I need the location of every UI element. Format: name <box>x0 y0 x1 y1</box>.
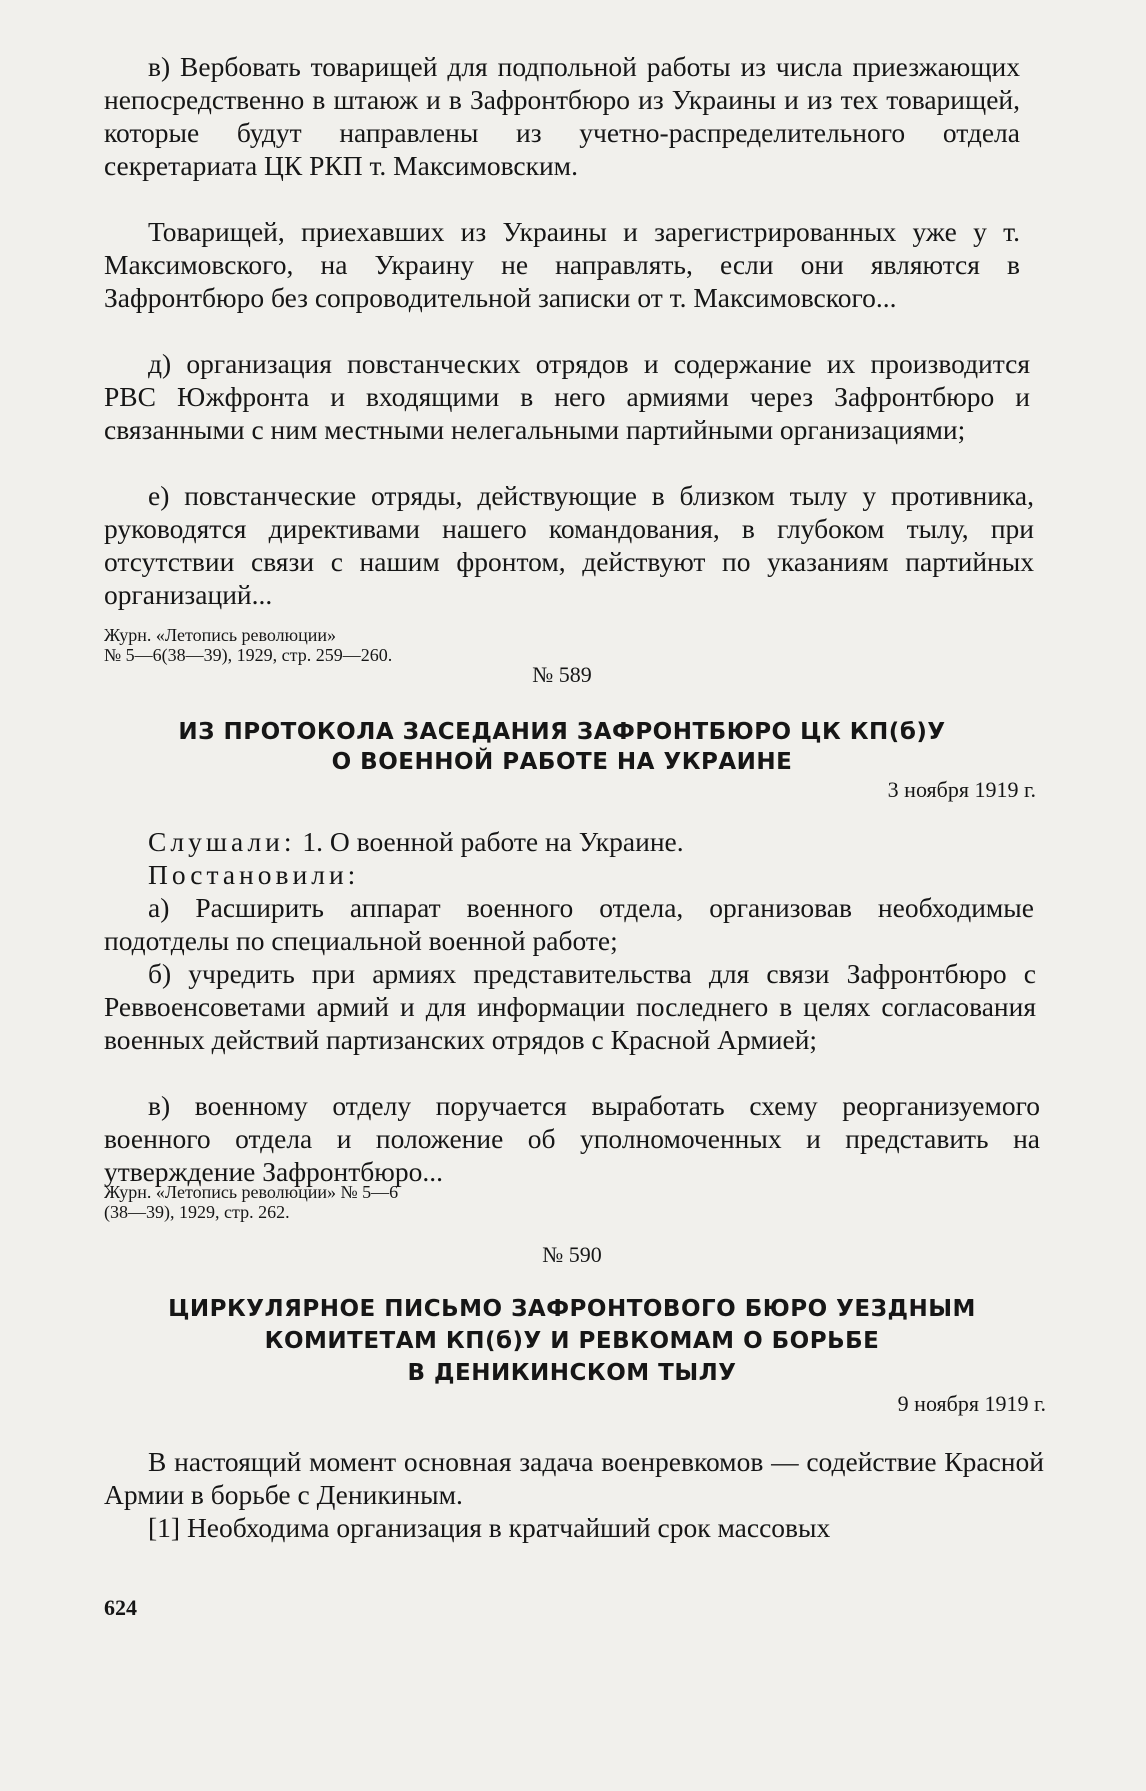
document-number-589: № 589 <box>532 662 592 687</box>
heard-label: Слушали: <box>148 826 296 857</box>
document-590-title-line1: ЦИРКУЛЯРНОЕ ПИСЬМО ЗАФРОНТОВОГО БЮРО УЕЗДНЫМ <box>168 1296 976 1322</box>
item-a: а) Расширить аппарат военного отдела, организовав необходимые подотделы по специальной военной работе; <box>104 892 1034 956</box>
resolved-label: Постановили: <box>148 859 360 890</box>
item-v: в) военному отделу поручается выработать схему реорганизуемого военного отдела и положение об уполномоченных и представить на утверждение Зафронтбюро... <box>104 1090 1040 1187</box>
document-number-590: № 590 <box>542 1242 602 1267</box>
citation-1-line1: Журн. «Летопись революции» <box>104 625 337 645</box>
paragraph-necessary: [1] Необходима организация в кратчайший срок массовых <box>148 1512 831 1543</box>
paragraph-e: е) повстанческие отряды, действующие в близком тылу у противника, руководятся директивами нашего командования, в глубоком тылу, при отсутствии связи с нашим фронтом, действуют по указаниям партийных организаций... <box>104 480 1034 610</box>
page-number: 624 <box>104 1595 137 1620</box>
document-590-title-line3: В ДЕНИКИНСКОМ ТЫЛУ <box>407 1360 737 1386</box>
paragraph-main-task: В настоящий момент основная задача военревкомов — содействие Красной Армии в борьбе с Деникиным. <box>104 1446 1044 1510</box>
citation-2-line2: (38—39), 1929, стр. 262. <box>104 1202 290 1222</box>
document-590-title-line2: КОМИТЕТАМ КП(б)У И РЕВКОМАМ О БОРЬБЕ <box>264 1328 880 1354</box>
paragraph-comrades: Товарищей, приехавших из Украины и зарегистрированных уже у т. Максимовского, на Украину не направлять, если они являются в Зафронтбюро без сопроводительной записки от т. Максимовского... <box>104 216 1020 313</box>
document-589-title-line1: ИЗ ПРОТОКОЛА ЗАСЕДАНИЯ ЗАФРОНТБЮРО ЦК КП(б)У <box>178 719 946 745</box>
paragraph-d: д) организация повстанческих отрядов и содержание их производится РВС Южфронта и входящими в него армиями через Зафронтбюро и связанными с ним местными нелегальными партийными организациями; <box>104 348 1030 445</box>
heard-line <box>148 825 1028 858</box>
citation-2-line1: Журн. «Летопись революции» № 5—6 <box>104 1182 399 1202</box>
document-589-date: 3 ноября 1919 г. <box>887 777 1036 802</box>
paragraph-v: в) Вербовать товарищей для подпольной работы из числа приезжающих непосредственно в штаюж и в Зафронтбюро из Украины и из тех товарищей, которые будут направлены из учетно-распределительного отдела секретариата ЦК РКП т. Максимовским. <box>104 51 1020 181</box>
citation-1-line2: № 5—6(38—39), 1929, стр. 259—260. <box>104 645 393 665</box>
document-590-date: 9 ноября 1919 г. <box>897 1391 1046 1416</box>
document-589-title-line2: О ВОЕННОЙ РАБОТЕ НА УКРАИНЕ <box>331 749 793 775</box>
document-page <box>104 50 1046 1750</box>
heard-text: 1. О военной работе на Украине. <box>302 826 684 857</box>
item-b: б) учредить при армиях представительства для связи Зафронтбюро с Реввоенсоветами армий и для информации последнего в целях согласования военных действий партизанских отрядов с Красной Армией; <box>104 958 1036 1055</box>
